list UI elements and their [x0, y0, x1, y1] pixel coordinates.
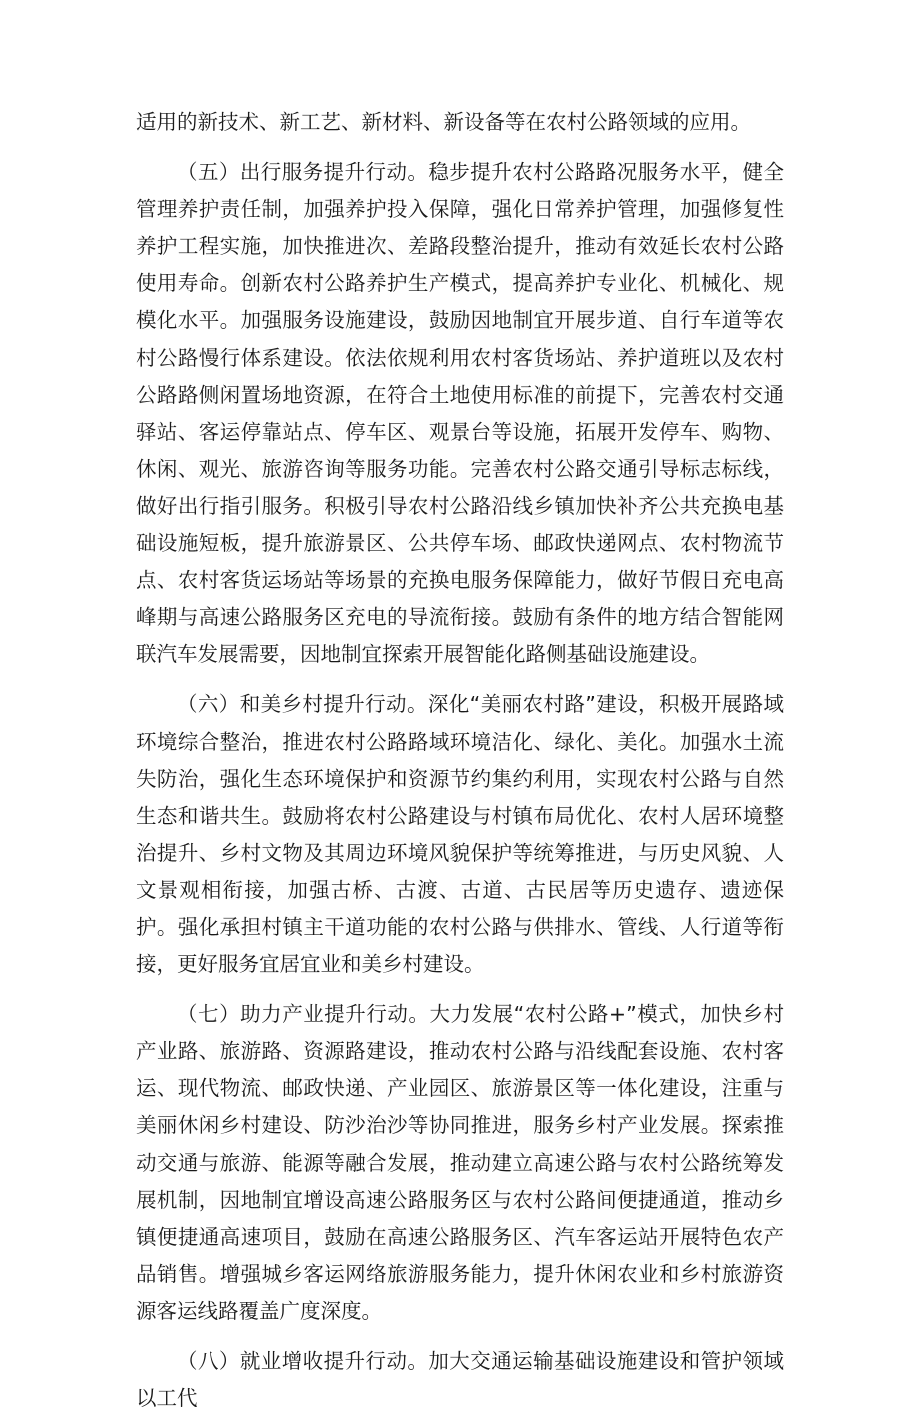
paragraph-spacer: [136, 983, 784, 996]
paragraph-continuation: 适用的新技术、新工艺、新材料、新设备等在农村公路领域的应用。: [136, 110, 751, 134]
paragraph-spacer: [136, 673, 784, 686]
paragraph-section-6: （六）和美乡村提升行动。深化“美丽农村路”建设，积极开展路域环境综合整治，推进农村公路路域环境洁化、绿化、美化。加强水土流失防治，强化生态环境保护和资源节约集约利用，实现农村公路与自然生态和谐共生。鼓励将农村公路建设与村镇布局优化、农村人居环境整治提升、乡村文物及其周边环境风貌保护等统筹推进，与历史风貌、人文景观相衔接，加强古桥、古渡、古道、古民居等历史遗存、遗迹保护。强化承担村镇主干道功能的农村公路与供排水、管线、人行道等衔接，更好服务宜居宜业和美乡村建设。: [136, 692, 784, 977]
paragraph-section-8: （八）就业增收提升行动。加大交通运输基础设施建设和管护领域以工代: [136, 1349, 784, 1411]
document-body: [136, 104, 784, 1417]
paragraph-spacer: [136, 1330, 784, 1343]
paragraph-spacer: [136, 141, 784, 154]
paragraph-section-7: （七）助力产业提升行动。大力发展“农村公路+”模式，加快乡村产业路、旅游路、资源路建设，推动农村公路与沿线配套设施、农村客运、现代物流、邮政快递、产业园区、旅游景区等一体化建设，注重与美丽休闲乡村建设、防沙治沙等协同推进，服务乡村产业发展。探索推动交通与旅游、能源等融合发展，推动建立高速公路与农村公路统筹发展机制，因地制宜增设高速公路服务区与农村公路间便捷通道，推动乡镇便捷通高速项目，鼓励在高速公路服务区、汽车客运站开展特色农产品销售。增强城乡客运网络旅游服务能力，提升休闲农业和乡村旅游资源客运线路覆盖广度深度。: [136, 1002, 784, 1323]
paragraph-section-5: （五）出行服务提升行动。稳步提升农村公路路况服务水平，健全管理养护责任制，加强养护投入保障，强化日常养护管理，加强修复性养护工程实施，加快推进次、差路段整治提升，推动有效延长农村公路使用寿命。创新农村公路养护生产模式，提高养护专业化、机械化、规模化水平。加强服务设施建设，鼓励因地制宜开展步道、自行车道等农村公路慢行体系建设。依法依规利用农村客货场站、养护道班以及农村公路路侧闲置场地资源，在符合土地使用标准的前提下，完善农村交通驿站、客运停靠站点、停车区、观景台等设施，拓展开发停车、购物、休闲、观光、旅游咨询等服务功能。完善农村公路交通引导标志标线，做好出行指引服务。积极引导农村公路沿线乡镇加快补齐公共充换电基础设施短板，提升旅游景区、公共停车场、邮政快递网点、农村物流节点、农村客货运场站等场景的充换电服务保障能力，做好节假日充电高峰期与高速公路服务区充电的导流衔接。鼓励有条件的地方结合智能网联汽车发展需要，因地制宜探索开展智能化路侧基础设施建设。: [136, 160, 784, 667]
